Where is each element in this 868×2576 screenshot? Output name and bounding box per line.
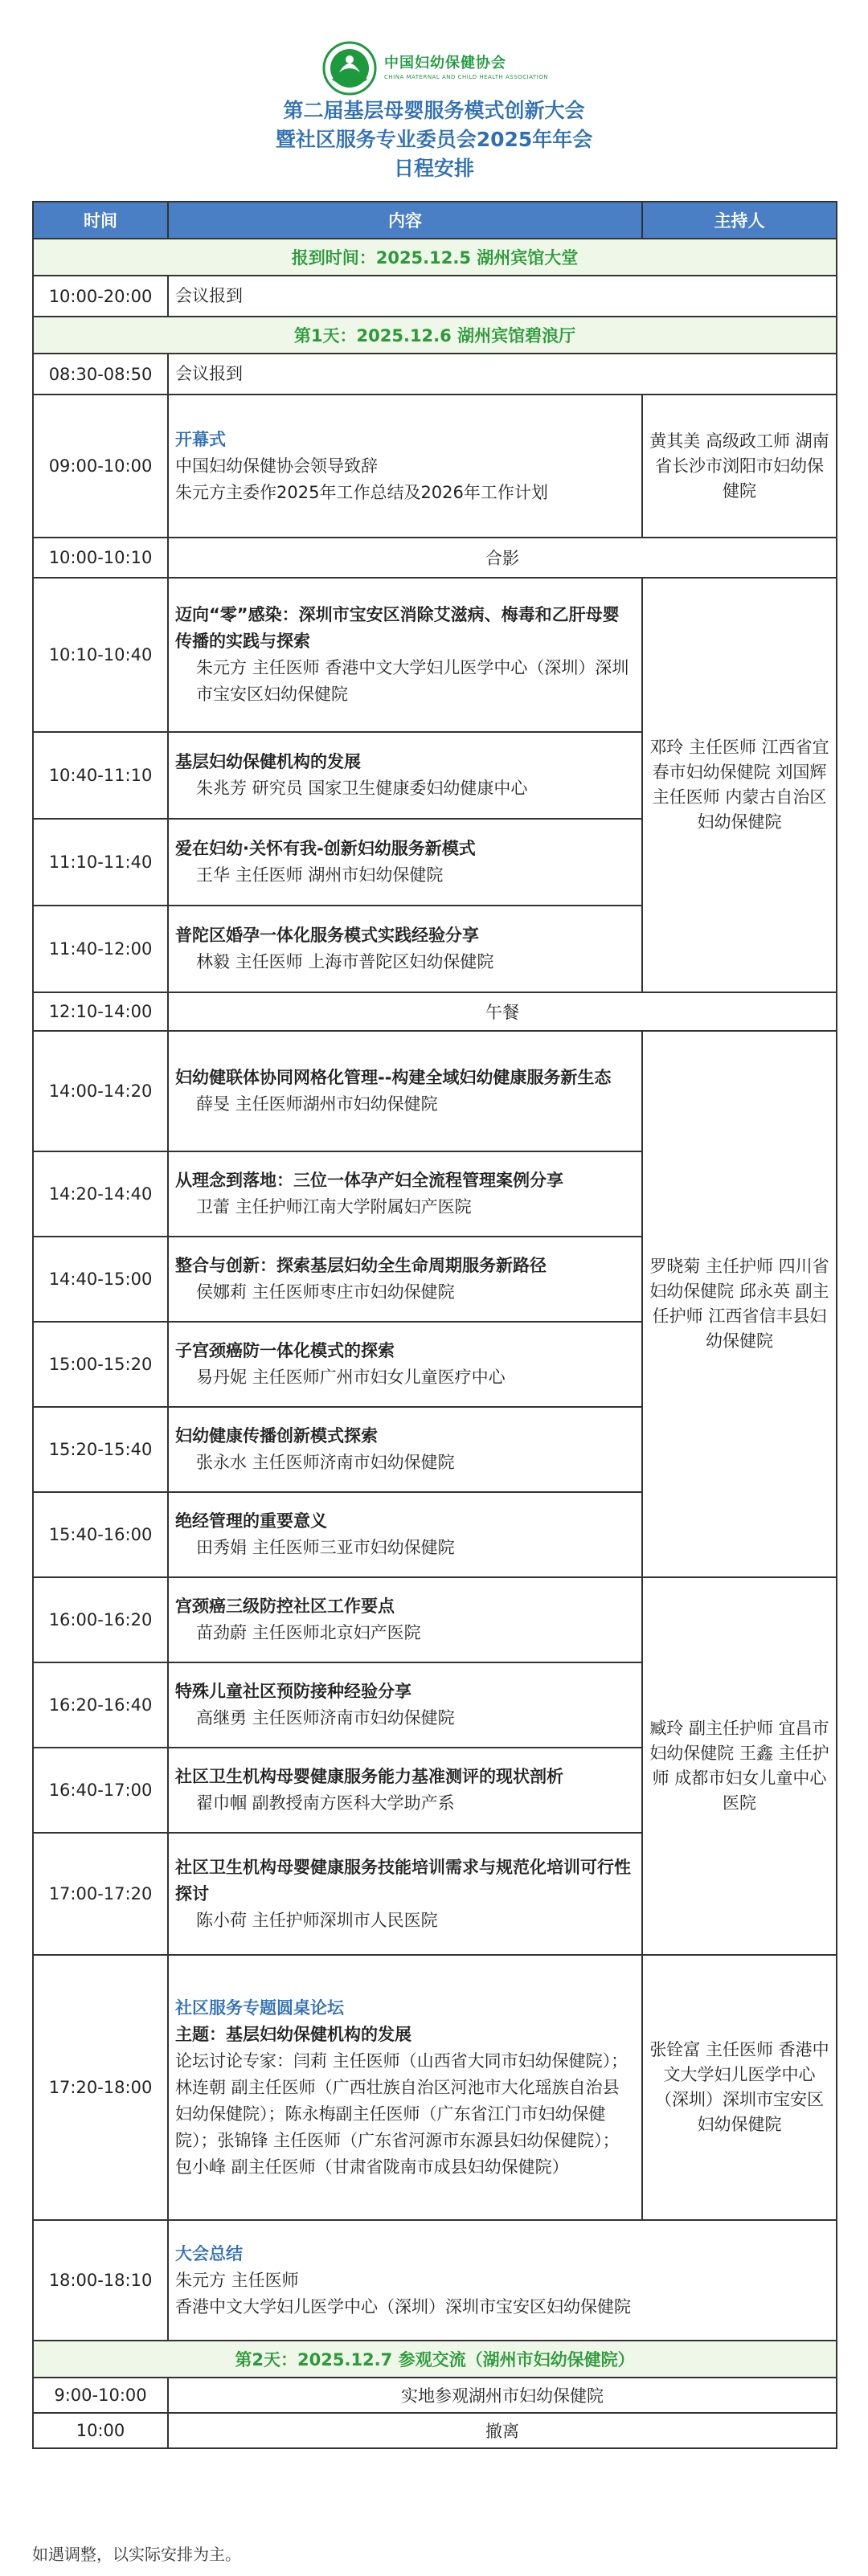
talk-speaker: 朱元方 主任医师 香港中文大学妇儿医学中心（深圳）深圳市宝安区妇幼保健院 <box>196 658 629 704</box>
org-name: 中国妇幼保健协会 <box>384 55 506 72</box>
row-content <box>168 1833 642 1955</box>
row-content <box>168 1151 642 1237</box>
table-row <box>33 2378 837 2413</box>
table-row <box>33 276 837 317</box>
section-day2 <box>33 2341 837 2378</box>
talk-title: 从理念到落地：三位一体孕产妇全流程管理案例分享 <box>175 1171 563 1190</box>
row-content <box>168 578 642 732</box>
row-content: 会议报到 <box>168 276 837 317</box>
row-time: 14:40-15:00 <box>33 1237 168 1322</box>
row-content: 会议报到 <box>168 354 837 395</box>
row-content <box>168 1577 642 1662</box>
table-row <box>33 1031 837 1151</box>
row-time: 11:10-11:40 <box>33 819 168 906</box>
page-title-line2: 暨社区服务专业委员会2025年年会 <box>275 128 593 151</box>
table-header-row <box>33 202 837 239</box>
host-cell: 罗晓菊 主任护师 四川省妇幼保健院 邱永英 副主任护师 江西省信丰县妇幼保健院 <box>642 1031 837 1577</box>
row-time: 10:00 <box>33 2413 168 2448</box>
row-time: 10:10-10:40 <box>33 578 168 732</box>
table-row <box>33 2220 837 2341</box>
talk-title: 社区卫生机构母婴健康服务能力基准测评的现状剖析 <box>175 1767 563 1786</box>
talk-speaker: 张永水 主任医师济南市妇幼保健院 <box>196 1453 455 1472</box>
col-header-content: 内容 <box>168 202 642 239</box>
host-cell: 邓玲 主任医师 江西省宜春市妇幼保健院 刘国辉 主任医师 内蒙古自治区妇幼保健院 <box>642 578 837 992</box>
row-time: 17:00-17:20 <box>33 1833 168 1955</box>
section-registration <box>33 239 837 276</box>
section-label: 第1天：2025.12.6 湖州宾馆碧浪厅 <box>33 317 837 354</box>
row-time: 14:00-14:20 <box>33 1031 168 1151</box>
row-content <box>168 1237 642 1322</box>
table-row <box>33 1577 837 1662</box>
row-time: 16:00-16:20 <box>33 1577 168 1662</box>
row-time: 11:40-12:00 <box>33 906 168 992</box>
row-content <box>168 1955 642 2220</box>
row-time: 10:00-10:10 <box>33 538 168 578</box>
page-title-line3: 日程安排 <box>393 157 474 180</box>
host-cell: 张铨富 主任医师 香港中文大学妇儿医学中心（深圳）深圳市宝安区妇幼保健院 <box>642 1955 837 2220</box>
talk-title: 社区卫生机构母婴健康服务技能培训需求与规范化培训可行性探讨 <box>175 1857 631 1903</box>
col-header-time: 时间 <box>33 202 168 239</box>
summary-line: 朱元方 主任医师 <box>175 2270 299 2290</box>
talk-speaker: 王华 主任医师 湖州市妇幼保健院 <box>196 865 444 885</box>
talk-title: 子宫颈癌防一体化模式的探索 <box>175 1341 395 1360</box>
talk-title: 特殊儿童社区预防接种经验分享 <box>175 1682 411 1701</box>
row-content: 撤离 <box>168 2413 837 2448</box>
talk-title: 普陀区婚孕一体化服务模式实践经验分享 <box>175 926 479 945</box>
talk-speaker: 苗劲蔚 主任医师北京妇产医院 <box>196 1623 421 1642</box>
table-row <box>33 354 837 395</box>
session-line: 朱元方主委作2025年工作总结及2026年工作计划 <box>175 482 548 502</box>
summary-line: 香港中文大学妇儿医学中心（深圳）深圳市宝安区妇幼保健院 <box>175 2296 631 2316</box>
talk-speaker: 薛旻 主任医师湖州市妇幼保健院 <box>196 1094 438 1114</box>
row-content: 合影 <box>168 538 837 578</box>
row-content <box>168 732 642 819</box>
association-logo-icon <box>321 40 378 96</box>
row-content <box>168 2220 837 2341</box>
row-time: 9:00-10:00 <box>33 2378 168 2413</box>
row-content <box>168 1748 642 1833</box>
talk-speaker: 陈小荷 主任护师深圳市人民医院 <box>196 1910 438 1930</box>
talk-speaker: 林毅 主任医师 上海市普陀区妇幼保健院 <box>196 952 494 971</box>
table-row <box>33 538 837 578</box>
talk-title: 整合与创新：探索基层妇幼全生命周期服务新路径 <box>175 1256 547 1275</box>
row-time: 12:10-14:00 <box>33 992 168 1031</box>
talk-speaker: 卫蕾 主任护师江南大学附属妇产医院 <box>196 1197 472 1216</box>
section-day1 <box>33 317 837 354</box>
row-time: 09:00-10:00 <box>33 395 168 538</box>
talk-title: 爱在妇幼·关怀有我-创新妇幼服务新模式 <box>175 839 476 858</box>
row-content <box>168 819 642 906</box>
row-time: 14:20-14:40 <box>33 1151 168 1237</box>
talk-speaker: 高继勇 主任医师济南市妇幼保健院 <box>196 1708 455 1728</box>
row-time: 15:40-16:00 <box>33 1492 168 1577</box>
table-row <box>33 578 837 732</box>
row-time: 10:40-11:10 <box>33 732 168 819</box>
row-content <box>168 1322 642 1407</box>
forum-theme: 主题：基层妇幼保健机构的发展 <box>175 2024 411 2044</box>
table-row <box>33 1955 837 2220</box>
footnote: 如遇调整，以实际安排为主。 <box>32 2545 241 2564</box>
page-header <box>0 0 868 197</box>
row-time: 18:00-18:10 <box>33 2220 168 2341</box>
schedule-table <box>32 201 837 2449</box>
talk-title: 基层妇幼保健机构的发展 <box>175 752 361 771</box>
page-title-line1: 第二届基层母婴服务模式创新大会 <box>283 99 585 122</box>
row-content <box>168 1492 642 1577</box>
talk-title: 迈向“零”感染：深圳市宝安区消除艾滋病、梅毒和乙肝母婴传播的实践与探索 <box>175 605 620 651</box>
talk-title: 绝经管理的重要意义 <box>175 1511 327 1531</box>
row-content: 实地参观湖州市妇幼保健院 <box>168 2378 837 2413</box>
talk-title: 妇幼健康传播创新模式探索 <box>175 1426 378 1445</box>
row-time: 10:00-20:00 <box>33 276 168 317</box>
talk-speaker: 翟巾帼 副教授南方医科大学助产系 <box>196 1793 455 1813</box>
table-row <box>33 992 837 1031</box>
row-content <box>168 1662 642 1748</box>
row-content: 午餐 <box>168 992 837 1031</box>
row-time: 15:00-15:20 <box>33 1322 168 1407</box>
row-content <box>168 1031 642 1151</box>
talk-title: 妇幼健联体协同网格化管理--构建全域妇幼健康服务新生态 <box>175 1068 612 1087</box>
row-content <box>168 1407 642 1492</box>
forum-title: 社区服务专题圆桌论坛 <box>175 1997 344 2018</box>
row-content <box>168 906 642 992</box>
row-time: 08:30-08:50 <box>33 354 168 395</box>
talk-speaker: 田秀娟 主任医师三亚市妇幼保健院 <box>196 1538 455 1557</box>
host-cell: 黄其美 高级政工师 湖南省长沙市浏阳市妇幼保健院 <box>642 395 837 538</box>
table-row <box>33 395 837 538</box>
row-time: 15:20-15:40 <box>33 1407 168 1492</box>
row-time: 16:40-17:00 <box>33 1748 168 1833</box>
talk-speaker: 侯娜莉 主任医师枣庄市妇幼保健院 <box>196 1282 455 1302</box>
session-line: 中国妇幼保健协会领导致辞 <box>175 456 378 476</box>
row-time: 16:20-16:40 <box>33 1662 168 1748</box>
row-content <box>168 395 642 538</box>
forum-experts: 论坛讨论专家：闫莉 主任医师（山西省大同市妇幼保健院）；林连朝 副主任医师（广西壮族自治区河池市大化瑶族自治县妇幼保健院）；陈永梅副主任医师（广东省江门市妇幼保健院）；张锦锋 主任医师（广东省河源市东源县妇幼保健院）；包小峰 副主任医师（甘肃省陇南市成县妇幼保健院） <box>175 2051 628 2177</box>
talk-title: 宫颈癌三级防控社区工作要点 <box>175 1597 395 1616</box>
org-name-en: CHINA MATERNAL AND CHILD HEALTH ASSOCIATION <box>384 74 548 80</box>
host-cell: 臧玲 副主任护师 宜昌市妇幼保健院 王鑫 主任护师 成都市妇女儿童中心医院 <box>642 1577 837 1955</box>
table-row <box>33 2413 837 2448</box>
col-header-host: 主持人 <box>642 202 837 239</box>
section-label: 第2天：2025.12.7 参观交流（湖州市妇幼保健院） <box>33 2341 837 2378</box>
session-title: 开幕式 <box>175 429 226 449</box>
talk-speaker: 朱兆芳 研究员 国家卫生健康委妇幼健康中心 <box>196 779 528 798</box>
talk-speaker: 易丹妮 主任医师广州市妇女儿童医疗中心 <box>196 1368 506 1387</box>
summary-title: 大会总结 <box>175 2243 243 2263</box>
row-time: 17:20-18:00 <box>33 1955 168 2220</box>
section-label: 报到时间：2025.12.5 湖州宾馆大堂 <box>33 239 837 276</box>
